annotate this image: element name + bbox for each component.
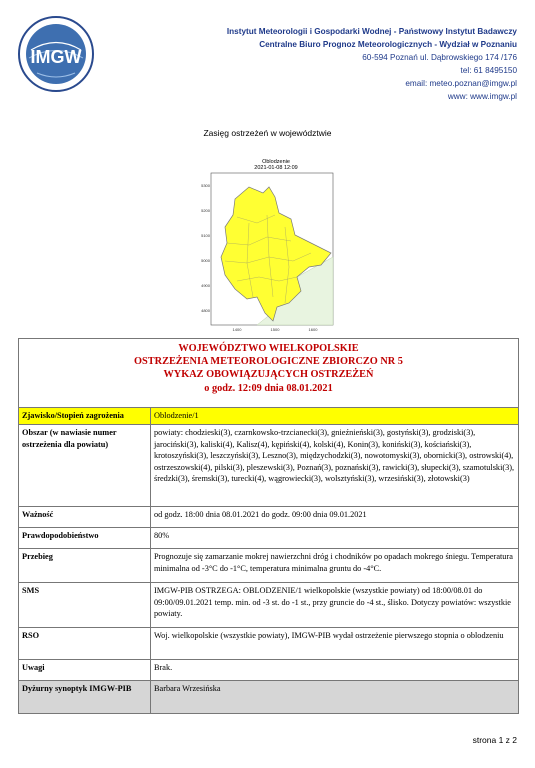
map-title: Oblodzenie — [262, 159, 290, 165]
imgw-logo — [17, 15, 95, 93]
table-row — [19, 408, 519, 425]
table-row — [19, 660, 519, 681]
y-tick: 5200 — [201, 208, 210, 213]
row-value: od godz. 18:00 dnia 08.01.2021 do godz. 09:00 dnia 09.01.2021 — [151, 507, 519, 528]
table-row — [19, 628, 519, 660]
y-tick: 4900 — [201, 283, 210, 288]
office-name: Centralne Biuro Prognoz Meteorologicznych - Wydział w Poznaniu — [259, 40, 517, 49]
table-row — [19, 583, 519, 628]
institute-header — [227, 25, 517, 103]
row-value: Oblodzenie/1 — [151, 408, 519, 425]
x-tick: 1600 — [308, 327, 318, 332]
address: 60-594 Poznań ul. Dąbrowskiego 174 /176 — [362, 53, 517, 62]
row-label: Prawdopodobieństwo — [19, 528, 151, 549]
banner-warning-number: OSTRZEŻENIA METEOROLOGICZNE ZBIORCZO NR 5 — [134, 356, 403, 367]
map-timestamp: 2021-01-08 12:09 — [254, 165, 298, 171]
row-value: Barbara Wrzesińska — [151, 681, 519, 714]
row-label: Ważność — [19, 507, 151, 528]
warning-banner — [18, 338, 519, 410]
svg-text:IMGW: IMGW — [30, 47, 82, 67]
y-tick: 4800 — [201, 308, 210, 313]
row-label: RSO — [19, 628, 151, 660]
website-link[interactable]: www: www.imgw.pl — [447, 92, 517, 101]
banner-list-title: WYKAZ OBOWIĄZUJĄCYCH OSTRZEŻEŃ — [163, 369, 374, 380]
row-value: Prognozuje się zamarzanie mokrej nawierzchni dróg i chodników po opadach mokrego śniegu. Temperatura minimalna od -3°C do -1°C, temperatura minimalna gruntu do -4°C. — [151, 549, 519, 583]
map-section-title: Zasięg ostrzeżeń w województwie — [203, 128, 332, 138]
warning-table — [18, 407, 519, 714]
phone: tel: 61 8495150 — [460, 66, 517, 75]
email-link[interactable]: email: meteo.poznan@imgw.pl — [405, 79, 517, 88]
row-label: Obszar (w nawiasie numer ostrzeżenia dla powiatu) — [19, 425, 151, 507]
row-value: powiaty: chodzieski(3), czarnkowsko-trzcianecki(3), gnieźnieński(3), gostyński(3), grodziski(3), jarociński(3), kaliski(4), Kalisz(4), kępiński(4), kolski(4), Konin(3), koniński(3), kościański(3), krotoszyński(3), leszczyński(3), Leszno(3), międzychodzki(3), nowotomyski(3), obornicki(3), ostrowski(4), ostrzeszowski(4), pilski(3), pleszewski(3), Poznań(3), poznański(3), rawicki(3), słupecki(3), szamotulski(3), średzki(3), śremski(3), turecki(4), wągrowiecki(3), wolsztyński(3), wrzesiński(3), złotowski(3) — [151, 425, 519, 507]
table-row — [19, 425, 519, 507]
table-row — [19, 507, 519, 528]
row-value: 80% — [151, 528, 519, 549]
row-label: Dyżurny synoptyk IMGW-PIB — [19, 681, 151, 714]
row-value: Brak. — [151, 660, 519, 681]
row-label: SMS — [19, 583, 151, 628]
banner-region: WOJEWÓDZTWO WIELKOPOLSKIE — [178, 343, 359, 354]
x-tick: 1500 — [270, 327, 280, 332]
row-label: Zjawisko/Stopień zagrożenia — [19, 408, 151, 425]
row-label: Uwagi — [19, 660, 151, 681]
y-tick: 5100 — [201, 233, 210, 238]
y-tick: 5000 — [201, 258, 210, 263]
y-tick: 5300 — [201, 183, 210, 188]
x-tick: 1400 — [232, 327, 242, 332]
table-row — [19, 681, 519, 714]
warning-map — [197, 157, 339, 337]
row-label: Przebieg — [19, 549, 151, 583]
table-row — [19, 549, 519, 583]
table-row — [19, 528, 519, 549]
row-value: IMGW-PIB OSTRZEGA: OBLODZENIE/1 wielkopolskie (wszystkie powiaty) od 18:00/08.01 do 09:00/09.01.2021 temp. min. od -3 st. do -1 st., przy gruncie do -4 st., ślisko. Dotyczy powiatów: wszystkie powiaty. — [151, 583, 519, 628]
banner-timestamp: o godz. 12:09 dnia 08.01.2021 — [204, 383, 333, 394]
institute-name: Instytut Meteorologii i Gospodarki Wodnej - Państwowy Instytut Badawczy — [226, 27, 517, 36]
page-number: strona 1 z 2 — [472, 735, 517, 745]
row-value: Woj. wielkopolskie (wszystkie powiaty), IMGW-PIB wydał ostrzeżenie pierwszego stopnia o oblodzeniu — [151, 628, 519, 660]
